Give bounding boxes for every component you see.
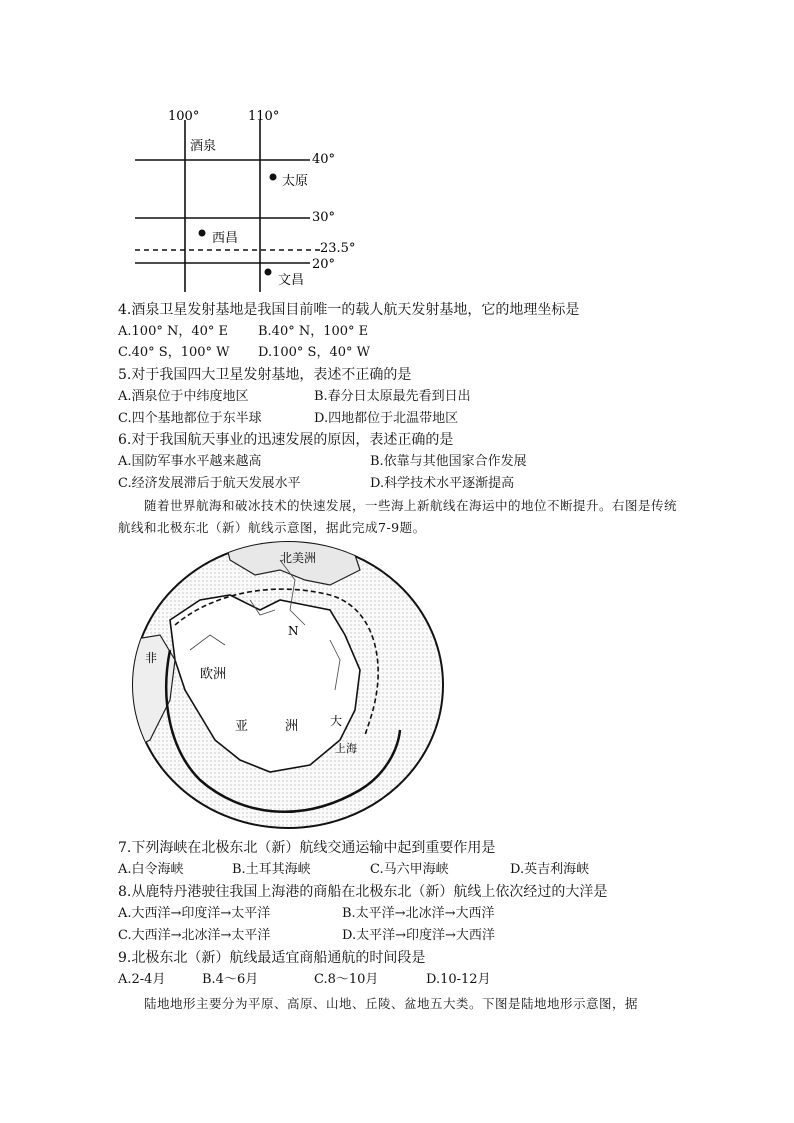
place-taiyuan: 太原 (282, 174, 309, 189)
lon-label-100: 100° (168, 109, 200, 124)
q9-stem: 9.北极东北（新）航线最适宜商船通航的时间段是 (118, 950, 426, 966)
q7-option-c: C.马六甲海峡 (370, 862, 449, 877)
q8-option-d: D.太平洋→印度洋→大西洋 (342, 928, 495, 943)
q8-stem: 8.从鹿特丹港驶往我国上海港的商船在北极东北（新）航线上依次经过的大洋是 (118, 884, 608, 900)
lat-label-40: 40° (312, 152, 336, 167)
q5-stem: 5.对于我国四大卫星发射基地，表述不正确的是 (118, 367, 412, 383)
q4-option-a: A.100° N，40° E (118, 324, 229, 339)
q6-stem: 6.对于我国航天事业的迅速发展的原因，表述正确的是 (118, 432, 454, 448)
dot-taiyuan (270, 174, 277, 181)
q4-option-d: D.100° S，40° W (258, 345, 370, 360)
arctic-route-map (130, 540, 450, 830)
q6-option-d: D.科学技术水平逐渐提高 (370, 476, 515, 491)
q4-option-c: C.40° S，100° W (118, 345, 230, 360)
place-xichang: 西昌 (212, 231, 239, 246)
q7-option-a: A.白令海峡 (118, 862, 184, 877)
q6-option-b: B.依靠与其他国家合作发展 (370, 454, 527, 469)
lat-label-30: 30° (312, 210, 336, 225)
passage-landforms (118, 993, 688, 1015)
q8-option-b: B.太平洋→北冰洋→大西洋 (342, 906, 495, 921)
label-asia-2: 洲 (285, 719, 299, 734)
label-africa: 非 (145, 651, 158, 665)
q9-option-b: B.4～6月 (202, 972, 259, 987)
coordinate-grid-map (130, 100, 360, 295)
q8-option-c: C.大西洋→北冰洋→太平洋 (118, 928, 271, 943)
passage-landforms-text: 陆地地形主要分为平原、高原、山地、丘陵、盆地五大类。下图是陆地地形示意图，据 (144, 996, 639, 1011)
lat-label-23-5: 23.5° (320, 241, 356, 256)
q9-option-c: C.8～10月 (314, 972, 379, 987)
place-wenchang: 文昌 (278, 273, 305, 288)
q5-option-a: A.酒泉位于中纬度地区 (118, 389, 249, 404)
q9-option-d: D.10-12月 (426, 972, 491, 987)
q4-stem: 4.酒泉卫星发射基地是我国目前唯一的载人航天发射基地，它的地理坐标是 (118, 302, 580, 318)
q7-stem: 7.下列海峡在北极东北（新）航线交通运输中起到重要作用是 (118, 840, 496, 856)
label-asia-1: 亚 (235, 719, 249, 734)
label-north-pole: N (288, 624, 299, 638)
q9-option-a: A.2-4月 (118, 972, 166, 987)
label-shanghai: 上海 (335, 742, 357, 755)
label-da: 大 (330, 714, 343, 728)
q5-option-d: D.四地都位于北温带地区 (314, 411, 459, 426)
lat-label-20: 20° (312, 257, 336, 272)
q4-option-b: B.40° N，100° E (258, 324, 369, 339)
label-north-america: 北美洲 (280, 551, 317, 565)
place-jiuquan: 酒泉 (190, 139, 217, 154)
q7-option-b: B.土耳其海峡 (232, 862, 311, 877)
q5-option-b: B.春分日太原最先看到日出 (314, 389, 471, 404)
dot-wenchang (265, 269, 272, 276)
passage-routes-text: 随着世界航海和破冰技术的快速发展，一些海上新航线在海运中的地位不断提升。右图是传统航线和北极东北（新）航线示意图，据此完成7-9题。 (118, 498, 678, 535)
q6-option-c: C.经济发展滞后于航天发展水平 (118, 476, 301, 491)
dot-xichang (199, 230, 206, 237)
q8-option-a: A.大西洋→印度洋→太平洋 (118, 906, 271, 921)
lon-label-110: 110° (248, 109, 280, 124)
q6-option-a: A.国防军事水平越来越高 (118, 454, 262, 469)
q7-option-d: D.英吉利海峡 (510, 862, 590, 877)
q5-option-c: C.四个基地都位于东半球 (118, 411, 262, 426)
label-europe: 欧洲 (200, 667, 227, 682)
passage-routes (118, 495, 688, 539)
